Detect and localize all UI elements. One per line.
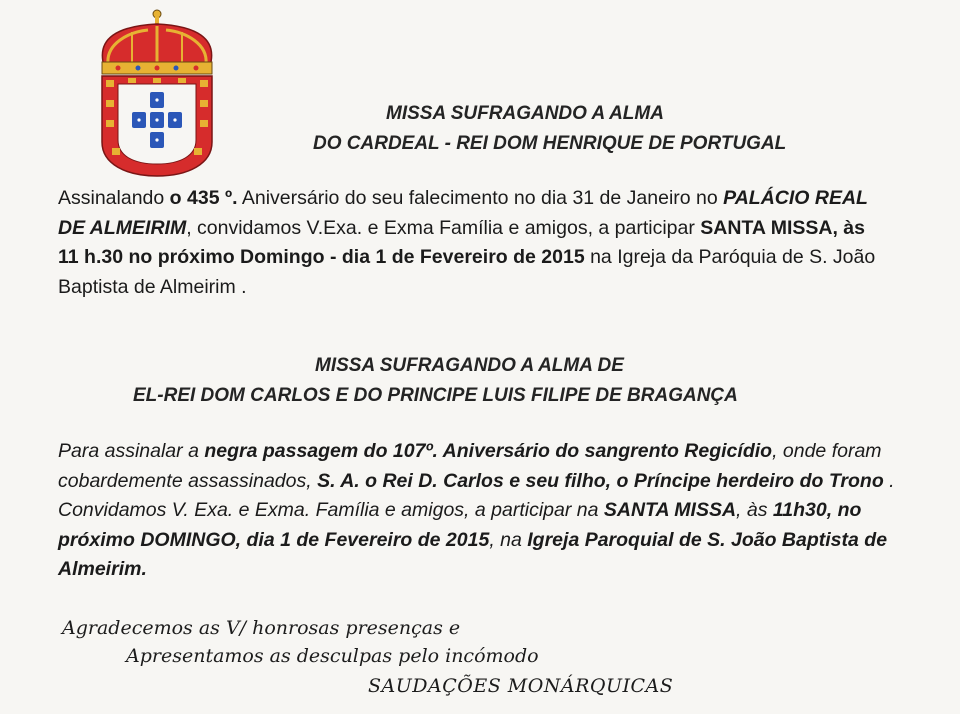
- heading1-line2: DO CARDEAL - REI DOM HENRIQUE DE PORTUGAL: [313, 133, 787, 154]
- closing-thanks: Agradecemos as V/ honrosas presenças e: [62, 617, 461, 639]
- royal-coat-of-arms-icon: [88, 8, 226, 178]
- heading1-line1: MISSA SUFRAGANDO A ALMA: [386, 103, 664, 124]
- paragraph2-line4: próximo DOMINGO, dia 1 de Fevereiro de 2015, na Igreja Paroquial de S. João Baptista de: [58, 528, 888, 551]
- paragraph2-line5: Almeirim.: [58, 558, 147, 580]
- paragraph2-line3: Convidamos V. Exa. e Exma. Família e amigos, a participar na SANTA MISSA, às 11h30, no: [58, 499, 862, 521]
- shield: [102, 76, 212, 176]
- paragraph1-line4: Baptista de Almeirim .: [58, 275, 247, 298]
- crown: [102, 10, 212, 74]
- paragraph1-line2: DE ALMEIRIM, convidamos V.Exa. e Exma Família e amigos, a participar SANTA MISSA, às: [58, 216, 865, 239]
- paragraph-regicidio: [58, 437, 938, 585]
- paragraph1-line3: 11 h.30 no próximo Domingo - dia 1 de Fevereiro de 2015 na Igreja da Paróquia de S. João: [58, 246, 876, 268]
- closing-apology: Apresentamos as desculpas pelo incómodo: [126, 645, 539, 667]
- paragraph1-line1: Assinalando o 435 º. Aniversário do seu falecimento no dia 31 de Janeiro no PALÁCIO REAL: [58, 187, 868, 209]
- paragraph2-line2: cobardemente assassinados, S. A. o Rei D. Carlos e seu filho, o Príncipe herdeiro do Trono .: [58, 469, 895, 492]
- heading2-line2: EL-REI DOM CARLOS E DO PRINCIPE LUIS FILIPE DE BRAGANÇA: [133, 385, 738, 406]
- paragraph2-line1: Para assinalar a negra passagem do 107º. Aniversário do sangrento Regicídio, onde foram: [58, 440, 882, 462]
- paragraph-cardeal-rei: [58, 184, 938, 302]
- heading2-line1: MISSA SUFRAGANDO A ALMA DE: [315, 355, 624, 376]
- closing-salutation: SAUDAÇÕES MONÁRQUICAS: [368, 675, 674, 697]
